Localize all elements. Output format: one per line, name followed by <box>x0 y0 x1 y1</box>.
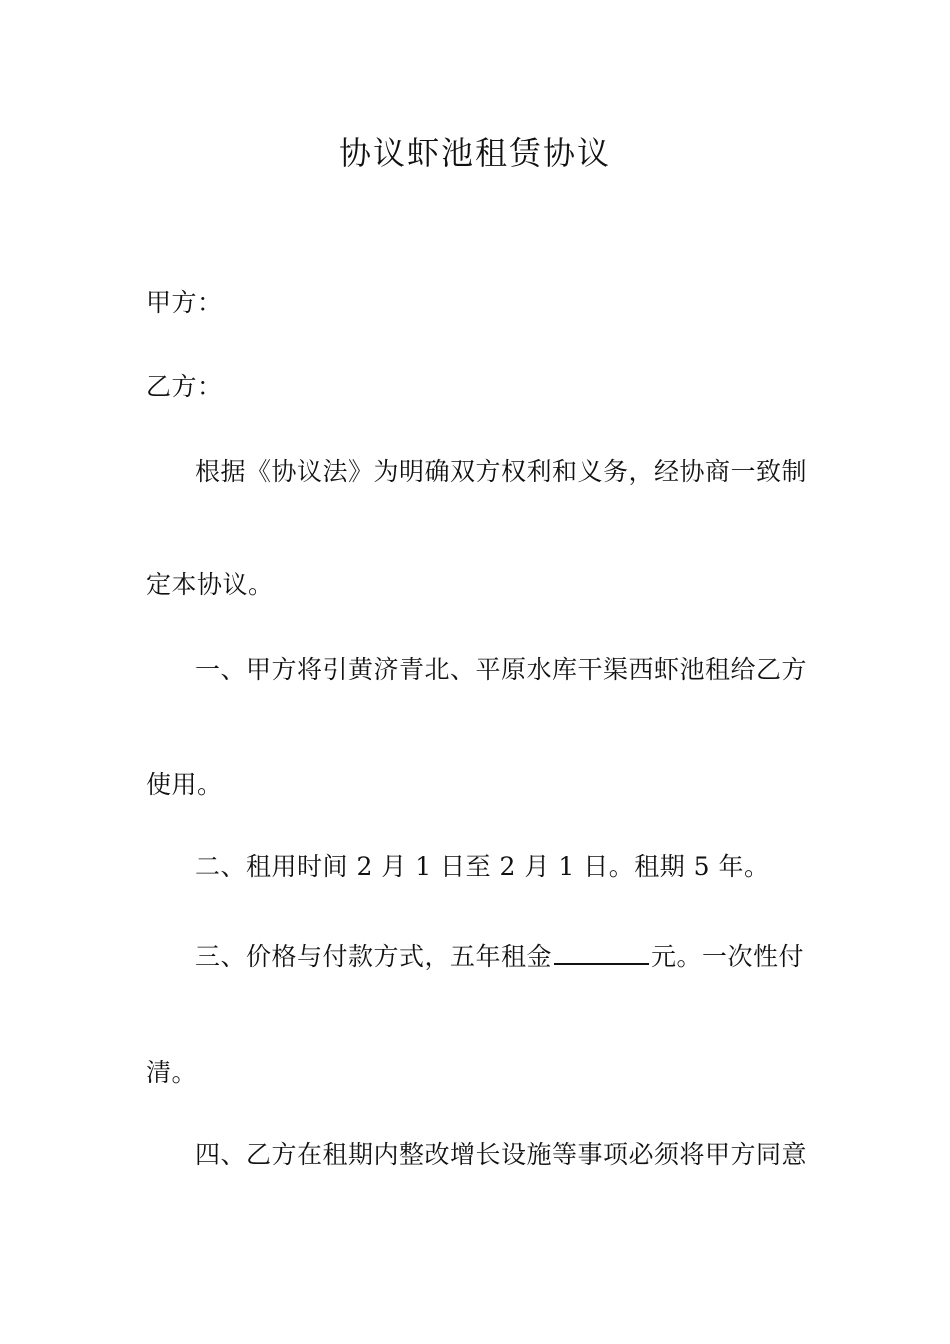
document-title: 协议虾池租赁协议 <box>338 134 611 172</box>
party-b-label: 乙方： <box>146 372 223 401</box>
clause-1-line-1: 一、甲方将引黄济青北、平原水库干渠西虾池租给乙方 <box>195 655 808 684</box>
clause-3-text-after: 元。一次性付 <box>651 942 805 971</box>
clause-1-line-2: 使用。 <box>146 770 223 799</box>
clause-2: 二、租用时间 2 月 1 日至 2 月 1 日。租期 5 年。 <box>195 852 770 881</box>
clause-3-line-2: 清。 <box>146 1058 198 1087</box>
clause-4-line-1: 四、乙方在租期内整改增长设施等事项必须将甲方同意 <box>195 1140 808 1169</box>
party-a-label: 甲方： <box>146 288 223 317</box>
clause-3-line-1 <box>195 937 804 973</box>
intro-line-1: 根据《协议法》为明确双方权利和义务，经协商一致制 <box>195 457 808 486</box>
rent-amount-blank <box>554 941 649 965</box>
intro-line-2: 定本协议。 <box>146 570 274 599</box>
clause-3-text-before: 三、价格与付款方式，五年租金 <box>195 942 553 971</box>
